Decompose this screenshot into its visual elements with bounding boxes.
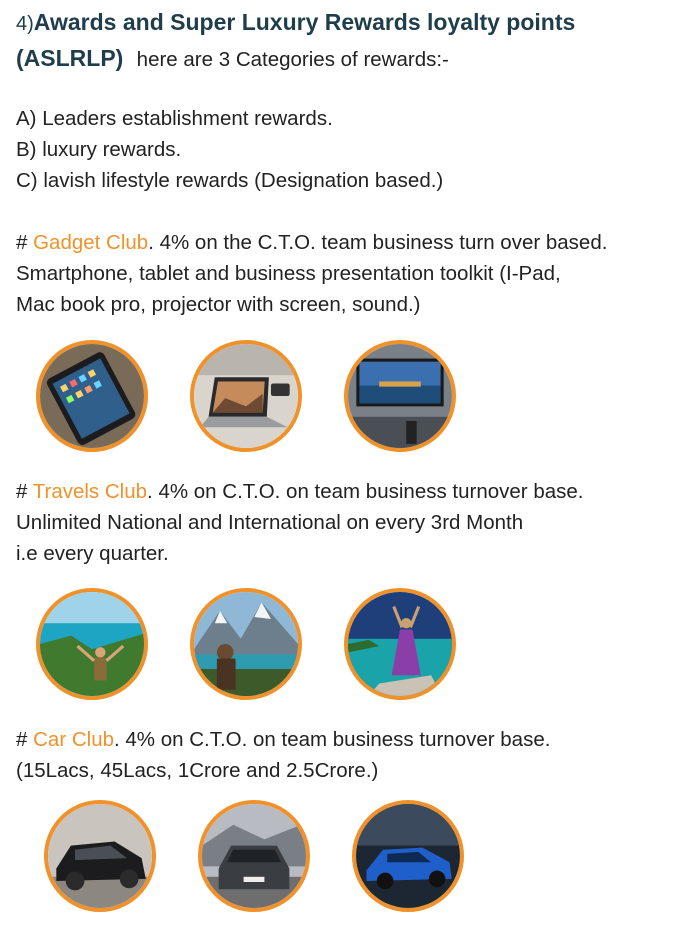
photographer-mountain-image (190, 588, 302, 700)
woman-boat-image (344, 588, 456, 700)
travels-club-name: Travels Club (32, 480, 148, 503)
category-a: A) Leaders establishment rewards. (16, 107, 333, 130)
gadget-club-name: Gadget Club (33, 231, 149, 254)
projector-image (344, 340, 456, 452)
section-number: 4) (16, 13, 34, 35)
travels-club-line1: # Travels Club. 4% on C.T.O. on team business turnover base. (16, 480, 584, 503)
laptop-image (190, 340, 302, 452)
car-club-line1: # Car Club. 4% on C.T.O. on team business turnover base. (16, 728, 551, 751)
travels-club-line2: Unlimited National and International on every 3rd Month (16, 511, 524, 534)
travels-club-line3: i.e every quarter. (16, 542, 169, 565)
grey-sedan-image (198, 800, 310, 912)
hiker-beach-image (36, 588, 148, 700)
category-b: B) luxury rewards. (16, 138, 182, 161)
section-heading (16, 6, 696, 78)
section-title-line1: Awards and Super Luxury Rewards loyalty points (33, 9, 576, 35)
gadget-club-line1: # Gadget Club. 4% on the C.T.O. team business turn over based. (16, 231, 608, 254)
black-sedan-image (44, 800, 156, 912)
tablet-image (36, 340, 148, 452)
car-club-name: Car Club (33, 728, 114, 751)
section-title-acronym: (ASLRLP) (16, 45, 124, 71)
gadget-club-line3: Mac book pro, projector with screen, sound.) (16, 293, 421, 316)
gadget-club-line2: Smartphone, tablet and business presentation toolkit (I-Pad, (16, 262, 561, 285)
category-c: C) lavish lifestyle rewards (Designation based.) (16, 169, 444, 192)
section-intro: here are 3 Categories of rewards:- (136, 48, 449, 71)
blue-sports-car-image (352, 800, 464, 912)
car-club-line2: (15Lacs, 45Lacs, 1Crore and 2.5Crore.) (16, 759, 379, 782)
